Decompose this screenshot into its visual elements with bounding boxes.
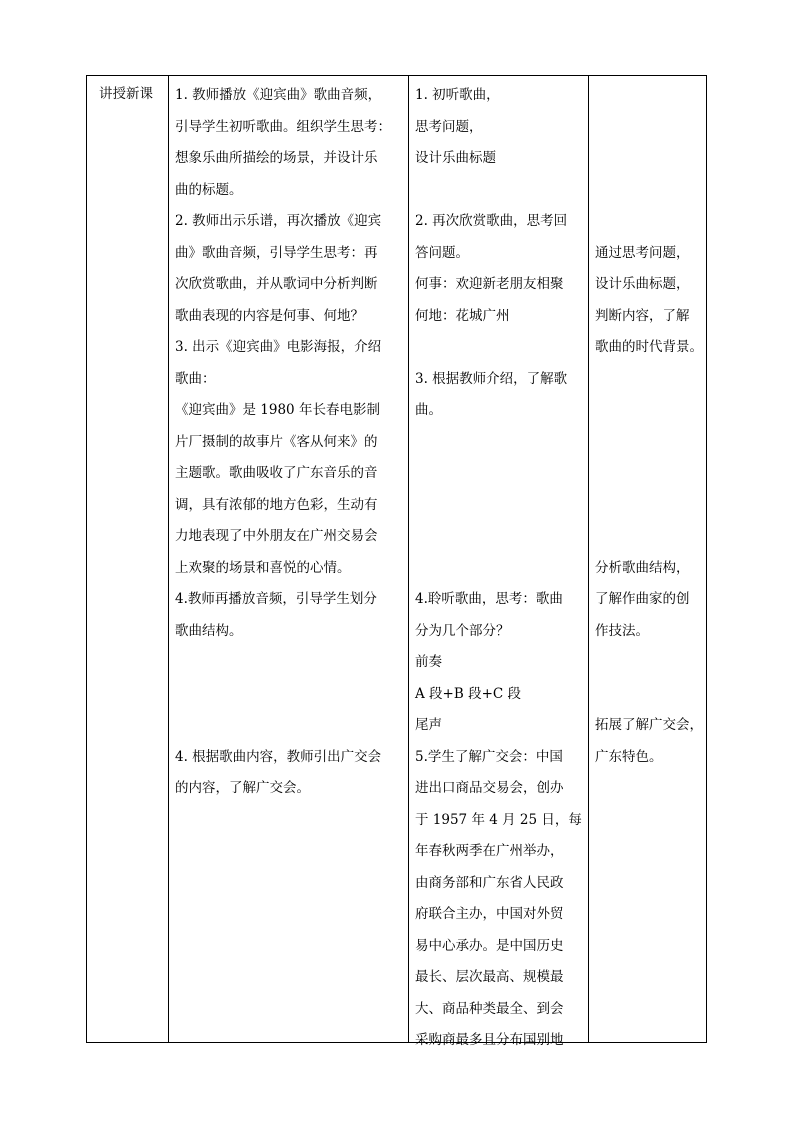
student-activity-line: 前奏 bbox=[415, 654, 442, 670]
student-activity-line: 易中心承办。是中国历史 bbox=[415, 937, 564, 954]
student-activity-line: 曲。 bbox=[415, 402, 442, 418]
teacher-activity-line: 主题歌。歌曲吸收了广东音乐的音 bbox=[175, 465, 378, 481]
teacher-activity-column bbox=[175, 80, 405, 805]
blank-line bbox=[595, 458, 707, 490]
blank-line bbox=[415, 175, 585, 207]
teacher-activity-line: 4.教师再播放音频，引导学生划分 bbox=[175, 591, 377, 607]
teacher-activity-line: 上欢聚的场景和喜悦的心情。 bbox=[175, 559, 351, 576]
blank-line bbox=[415, 332, 585, 364]
teacher-activity-line: 歌曲表现的内容是何事、何地？ bbox=[175, 307, 364, 324]
teacher-activity-line: 调，具有浓郁的地方色彩，生动有 bbox=[175, 496, 378, 513]
column-divider bbox=[408, 76, 409, 1042]
student-activity-line: 设计乐曲标题 bbox=[415, 150, 496, 166]
student-activity-line: 思考问题， bbox=[415, 118, 483, 135]
blank-line bbox=[595, 143, 707, 175]
design-purpose-line: 广东特色。 bbox=[595, 748, 663, 765]
student-activity-line: 于 1957 年 4 月 25 日，每 bbox=[415, 811, 582, 828]
column-divider bbox=[168, 76, 169, 1042]
section-label: 讲授新课 bbox=[99, 86, 153, 102]
blank-line bbox=[415, 490, 585, 522]
teacher-activity-line: 引导学生初听歌曲。组织学生思考： bbox=[175, 118, 391, 135]
design-purpose-line: 拓展了解广交会， bbox=[595, 717, 703, 733]
blank-line bbox=[415, 521, 585, 553]
blank-line bbox=[595, 175, 707, 207]
teacher-activity-line: 2. 教师出示乐谱，再次播放《迎宾 bbox=[175, 213, 382, 229]
student-activity-line: 最长、层次最高、规模最 bbox=[415, 969, 564, 985]
design-purpose-line: 通过思考问题， bbox=[595, 244, 690, 261]
lesson-table bbox=[86, 75, 707, 1048]
student-activity-line: 何地：花城广州 bbox=[415, 307, 510, 324]
design-purpose-line: 作技法。 bbox=[595, 622, 649, 639]
section-label-cell bbox=[99, 79, 153, 111]
blank-line bbox=[595, 206, 707, 238]
blank-line bbox=[595, 427, 707, 459]
student-activity-column bbox=[415, 80, 585, 1057]
student-activity-line: 进出口商品交易会，创办 bbox=[415, 780, 564, 796]
teacher-activity-line: 曲》歌曲音频，引导学生思考：再 bbox=[175, 244, 378, 261]
student-activity-line: 由商务部和广东省人民政 bbox=[415, 874, 564, 891]
design-purpose-line: 了解作曲家的创 bbox=[595, 591, 690, 607]
student-activity-line: 5.学生了解广交会：中国 bbox=[415, 748, 563, 765]
student-activity-line: 2. 再次欣赏歌曲，思考回 bbox=[415, 213, 568, 229]
student-activity-line: 分为几个部分？ bbox=[415, 622, 510, 639]
teacher-activity-line: 曲的标题。 bbox=[175, 181, 243, 198]
design-purpose-line: 判断内容，了解 bbox=[595, 307, 690, 324]
blank-line bbox=[175, 679, 405, 711]
student-activity-line: 年春秋两季在广州举办， bbox=[415, 843, 564, 859]
blank-line bbox=[415, 427, 585, 459]
student-activity-line: 3. 根据教师介绍，了解歌 bbox=[415, 370, 568, 387]
student-activity-line: 府联合主办，中国对外贸 bbox=[415, 906, 564, 922]
teacher-activity-line: 的内容，了解广交会。 bbox=[175, 780, 310, 796]
teacher-activity-line: 1. 教师播放《迎宾曲》歌曲音频， bbox=[175, 87, 382, 103]
teacher-activity-line: 《迎宾曲》是 1980 年长春电影制 bbox=[175, 402, 380, 418]
blank-line bbox=[415, 553, 585, 585]
design-purpose-line: 分析歌曲结构， bbox=[595, 559, 690, 576]
blank-line bbox=[595, 112, 707, 144]
blank-line bbox=[175, 710, 405, 742]
blank-line bbox=[595, 80, 707, 112]
teacher-activity-line: 歌曲结构。 bbox=[175, 622, 243, 639]
blank-line bbox=[595, 490, 707, 522]
student-activity-line: A 段+B 段+C 段 bbox=[415, 685, 521, 702]
blank-line bbox=[595, 521, 707, 553]
teacher-activity-line: 4. 根据歌曲内容，教师引出广交会 bbox=[175, 748, 382, 765]
blank-line bbox=[595, 395, 707, 427]
teacher-activity-line: 次欣赏歌曲，并从歌词中分析判断 bbox=[175, 276, 378, 292]
blank-line bbox=[595, 364, 707, 396]
student-activity-line: 4.聆听歌曲，思考：歌曲 bbox=[415, 591, 563, 607]
design-purpose-column bbox=[595, 80, 707, 773]
teacher-activity-line: 片厂摄制的故事片《客从何来》的 bbox=[175, 433, 378, 450]
blank-line bbox=[415, 458, 585, 490]
student-activity-line: 尾声 bbox=[415, 717, 442, 733]
column-divider bbox=[588, 76, 589, 1042]
blank-line bbox=[595, 647, 707, 679]
blank-line bbox=[595, 679, 707, 711]
student-activity-line: 大、商品种类最全、到会 bbox=[415, 1000, 564, 1017]
design-purpose-line: 设计乐曲标题， bbox=[595, 276, 690, 292]
blank-line bbox=[175, 647, 405, 679]
design-purpose-line: 歌曲的时代背景。 bbox=[595, 339, 703, 355]
student-activity-line: 答问题。 bbox=[415, 244, 469, 261]
teacher-activity-line: 3. 出示《迎宾曲》电影海报，介绍 bbox=[175, 339, 382, 355]
student-activity-line: 采购商最多且分布国别地 bbox=[415, 1032, 564, 1048]
teacher-activity-line: 力地表现了中外朋友在广州交易会 bbox=[175, 528, 378, 544]
teacher-activity-line: 想象乐曲所描绘的场景，并设计乐 bbox=[175, 150, 378, 166]
student-activity-line: 何事：欢迎新老朋友相聚 bbox=[415, 276, 564, 292]
student-activity-line: 1. 初听歌曲， bbox=[415, 87, 500, 103]
teacher-activity-line: 歌曲： bbox=[175, 370, 216, 387]
